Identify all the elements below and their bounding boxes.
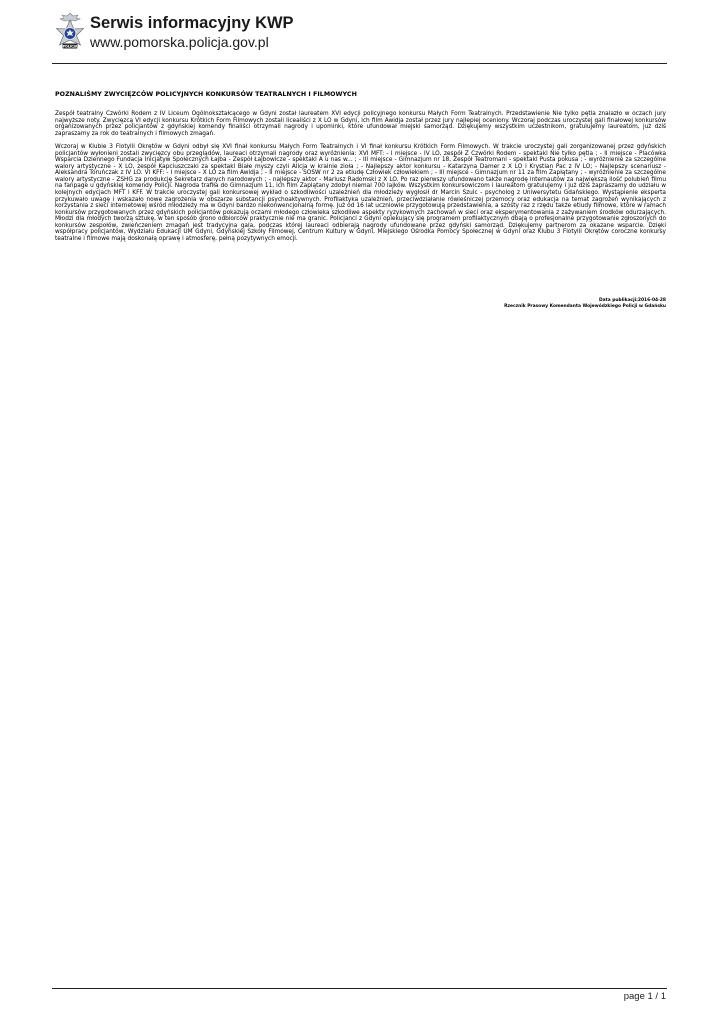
site-url[interactable]: www.pomorska.policja.gov.pl [90,34,269,50]
publication-author: Rzecznik Prasowy Komendanta Wojewódzkiego Policji w Gdańsku [504,304,666,309]
article-content [55,91,666,249]
police-star-logo [52,12,88,56]
article-paragraph: Wczoraj w Klubie 3 Flotylli Okrętów w Gdyni odbył się XVI finał konkursu Małych Form Teatralnych i VI finał konkursu Krótkich Form Filmowych. W trakcie uroczystej gali zorganizowanej przez gdyńskich policjantów wyłonieni zostali zwycięzcy obu przeglądów, laureaci otrzymali nagrody oraz wyróżnienia: XVI MFT: - I miejsce - IV LO, zespół Z Czwórki Rodem - spektakl Nie tylko pętla ; - II miejsce - Placówka Wsparcia Dziennego Fundacja Inicjatyw Społecznych Łajba - Zespół Łajbowicze - spektakl A u nas w... ; - III miejsce - Gimnazjum nr 18, Zespół Teatromani - spektakl Pusta pokusa ; - wyróżnienie za szczególne walory artystyczne - X LO, zespół Kapciuszczaki za spektakl Białe myszy czyli Alicja w krainie zioła ; - Najlepszy aktor konkursu - Katarzyna Damer z X LO i Krystian Pac z IV LO; - Najlepszy scenariusz - Aleksandra Toruńczak z IV LO. VI KFF: - I miejsce - X LO za film Awidja ; - II miejsce - SOSW nr 2 za etiudę Człowiek człowiekiem ; - III miejsce - Gimnazjum nr 11 za film Zapłątany ; - wyróżnienie za szczególne walory artystyczne - ZSHG za produkcję Sekretarz danych narodowych ; - najlepszy aktor - Mariusz Radomski z X LO. Po raz pierwszy ufundowano także nagrodę internautów za największą ilość polubień filmu na fanpage u gdyńskiej komendy Policji. Nagroda trafiła do Gimnazjum 11, ich film Zaplątany zdobył niemal 700 lajków. Wszystkim konkursowiczom i laureatom gratulujemy i już dziś zapraszamy do udziału w kolejnych edycjach MFT i KFF. W trakcie uroczystej gali konkursowej wykład o szkodliwości uzależnień dla młodzieży wygłosił dr Marcin Szulc - psycholog z Uniwersytetu Gdańskiego. Wystąpienie eksperta przykuwało uwagę i wskazało nowe zagrożenia w obszarze substancji psychoaktywnych. Profilaktyka uzależnień, przeciwdziałanie rówieśniczej przemocy oraz edukacja na temat zagrożeń wynikających z korzystania z sieci internetowej wśród młodzieży ma w Gdyni bardzo niekonwencjonalną formę. Już od 16 lat uczniowie przygotowują przedstawienia, a szósty raz z rzędu także etiudy filmowe, które w ramach konkursów przygotowanych przez gdyńskich policjantów pokazują oczami młodego człowieka szkodliwe aspekty ryzykownych zachowań w sieci oraz eksperymentowania z zażywaniem środków odurzających. Młodzi dla młodych tworzą sztukę, w ten sposób grono odbiorców praktycznie nie ma granic. Policjanci z Gdyni opiekujący się programem profilaktycznym dbają o profesjonalne przygotowanie zgłoszonych do konkursów zespołów, zwieńczeniem zmagań jest tradycyjna gala, podczas której laureaci odbierają nagrody ufundowane przez gdyński samorząd. Dziękujemy partnerom za okazane wsparcie. Dzięki współpracy policjantów, Wydziału Edukacji UM Gdyni, Gdyńskiej Szkoły Filmowej, Centrum Kultury w Gdyni, Miejskiego Ośrodka Pomocy Społecznej w Gdyni oraz Klubu 3 Flotylli Okrętów coroczne konkursy teatralne i filmowe mają doskonałą oprawę i atmosferę, pełną pozytywnych emocji. [55,144,666,242]
site-header [52,12,672,56]
footer-divider [52,988,667,989]
header-divider [52,63,667,64]
article-title: POZNALIŚMY ZWYCIĘZCÓW POLICYJNYCH KONKURSÓW TEATRALNYCH I FILMOWYCH [55,91,357,98]
site-title: Serwis informacyjny KWP [90,14,294,32]
publication-date: Data publikacji:2016-04-28 [599,298,666,303]
logo-label-text: POLICJA [62,44,78,49]
page-number: page 1 / 1 [623,991,666,1002]
article-paragraph: Zespół teatralny Czwórki Rodem z IV Liceum Ogólnokształcącego w Gdyni został laureatem XVI edycji policyjnego konkursu Małych Form Teatralnych. Przedstawienie Nie tylko pętla znalazło w oczach jury najwyższe noty. Zwycięzcą VI edycji konkursu Krótkich Form Filmowych zostali licealiści z X LO w Gdyni, ich film Awidja został przez jury najlepiej oceniony. Wczoraj podczas uroczystej gali finałowej konkursów organizowanych przez policjantów z gdyńskiej komendy finaliści otrzymali nagrody i upominki, które ufundował miejski samorząd. Dziękujemy wszystkim uczestnikom, gratulujemy laureatom, już dziś zapraszamy za rok do teatralnych i filmowych zmagań. [55,111,666,137]
publication-meta [504,298,666,310]
